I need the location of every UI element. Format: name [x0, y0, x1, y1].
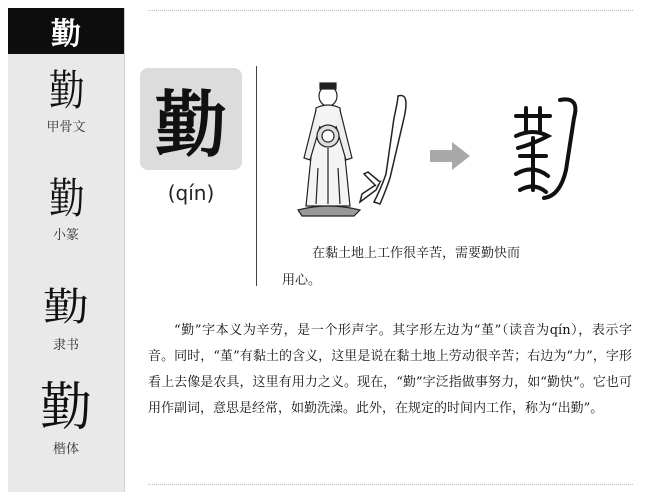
- explanation-paragraph: “勤”字本义为辛劳，是一个形声字。其字形左边为“堇”（读音为qín），表示字音。同时，“堇”有黏土的含义，这里是说在黏土地上劳动很辛苦；右边为“力”，字形看上去像是农具，这里有用力之义。现在，“勤”字泛指做事努力，如“勤快”。它也可用作副词，意思是经常，如勤洗澡。此外，在规定的时间内工作，称为“出勤”。: [148, 323, 632, 416]
- etymology-illustration: [290, 78, 620, 228]
- clerical-label: 隶书: [52, 338, 79, 353]
- script-regular: [8, 378, 124, 457]
- pinyin-label: (qín): [167, 181, 215, 205]
- regular-script-label: 楷体: [52, 442, 79, 457]
- plough-tool-icon: [360, 95, 406, 204]
- oracle-bone-label: 甲骨文: [46, 120, 86, 135]
- caption-line-1: 在黏土地上工作很辛苦，需要勤快而: [312, 246, 521, 261]
- script-clerical: [8, 284, 124, 353]
- caption-line-2: 用心。: [282, 273, 322, 288]
- script-small-seal: [8, 174, 124, 243]
- regular-script-glyph: 勤: [39, 378, 92, 438]
- top-divider: [148, 10, 633, 11]
- sidebar-header-char: 勤: [8, 8, 124, 54]
- illustration-caption: [282, 240, 612, 294]
- bottom-divider: [148, 484, 633, 485]
- ancient-glyph-icon: [516, 99, 575, 198]
- small-seal-label: 小篆: [52, 228, 79, 243]
- vertical-divider: [256, 66, 257, 286]
- robed-figure-illustration: [298, 83, 360, 216]
- oracle-bone-glyph: 勤: [48, 66, 83, 115]
- main-character: 勤: [140, 68, 242, 170]
- script-evolution-sidebar: [8, 8, 125, 492]
- clerical-glyph: 勤: [43, 284, 89, 330]
- script-oracle-bone: [8, 66, 124, 135]
- small-seal-glyph: 勤: [48, 174, 83, 223]
- right-arrow-icon: [430, 142, 470, 170]
